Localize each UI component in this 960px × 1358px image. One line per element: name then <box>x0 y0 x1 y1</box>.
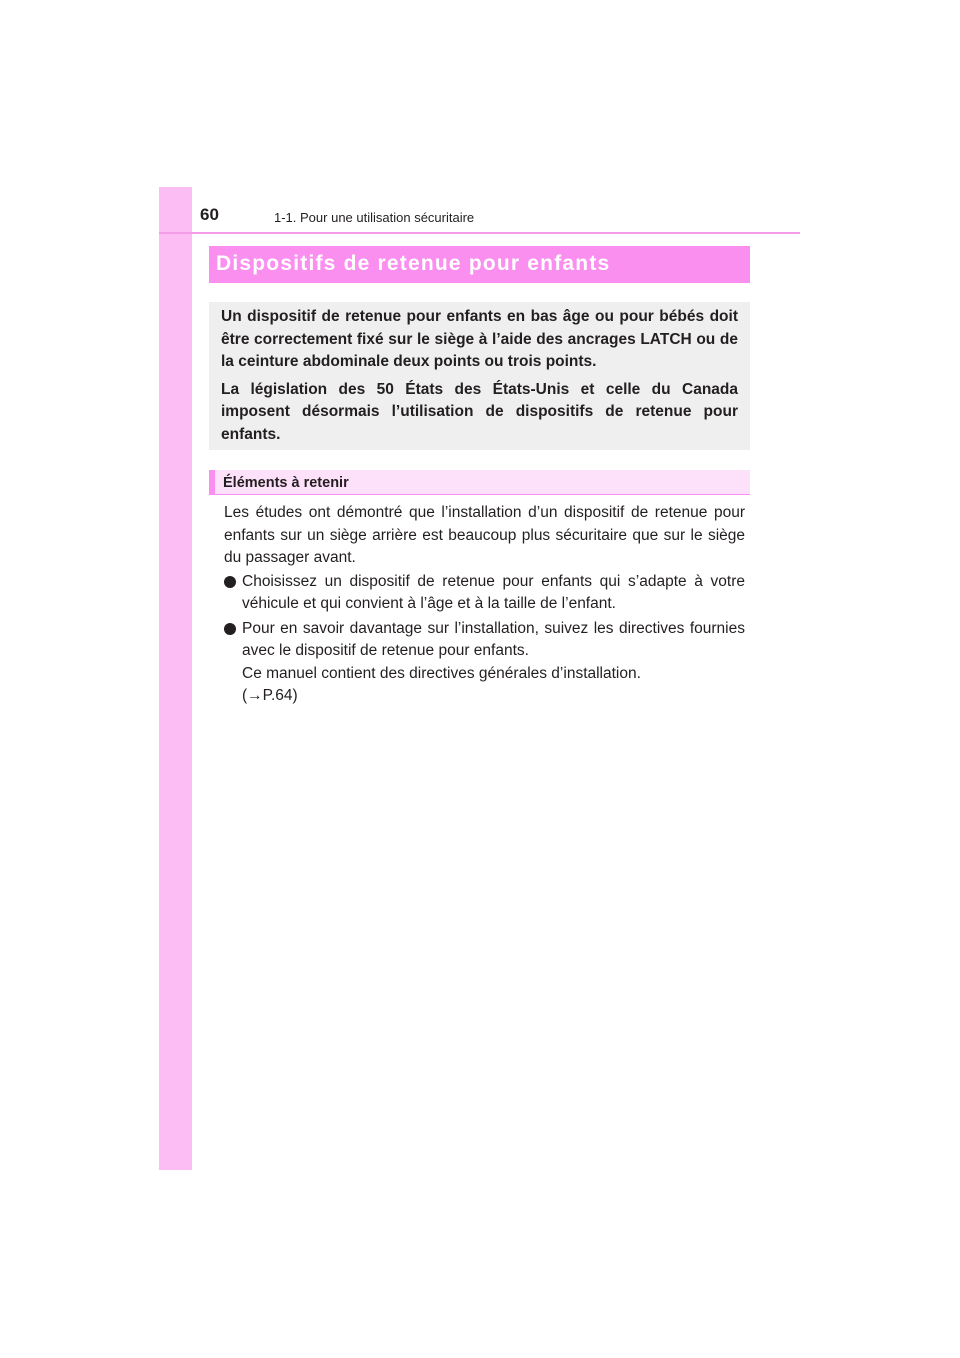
side-tab-band <box>159 187 192 1170</box>
intro-paragraph-1: Un dispositif de retenue pour enfants en bas âge ou pour bébés doit être correctement fixé sur le siège à l’aide des ancrages LATCH ou de la ceinture abdominale deux points ou trois points. <box>221 308 738 370</box>
bullet-item-1 <box>224 571 745 616</box>
section-banner <box>209 246 750 283</box>
section-title: Dispositifs de retenue pour enfants <box>216 252 611 275</box>
subsection-heading <box>209 470 750 495</box>
bullet-text-2: Pour en savoir davantage sur l’installation, suivez les directives fournies avec le dispositif de retenue pour enfants. <box>242 619 745 659</box>
subsection-accent-bar <box>209 470 215 494</box>
intro-paragraph-2: La législation des 50 États des États-Unis et celle du Canada imposent désormais l’utilisation de dispositifs de retenue pour enfants. <box>221 380 738 443</box>
bullet-dot-icon <box>224 576 236 588</box>
bullet-text-1: Choisissez un dispositif de retenue pour enfants qui s’adapte à votre véhicule et qui convient à l’âge et à la taille de l’enfant. <box>242 572 745 612</box>
intro-box <box>209 302 750 450</box>
chapter-title: 1-1. Pour une utilisation sécuritaire <box>274 210 475 225</box>
bullet-item-2 <box>224 618 745 708</box>
page-reference: (→P.64) <box>242 687 298 704</box>
bullet-dot-icon <box>224 623 236 635</box>
page-number: 60 <box>200 205 219 224</box>
header-divider <box>159 232 800 234</box>
body-paragraph: Les études ont démontré que l’installation d’un dispositif de retenue pour enfants sur un siège arrière est beaucoup plus sécuritaire que sur le siège du passager avant. <box>224 504 745 566</box>
subsection-title: Éléments à retenir <box>223 475 349 491</box>
body-text <box>224 502 745 708</box>
bullet-note: Ce manuel contient des directives générales d’installation. <box>242 664 641 682</box>
